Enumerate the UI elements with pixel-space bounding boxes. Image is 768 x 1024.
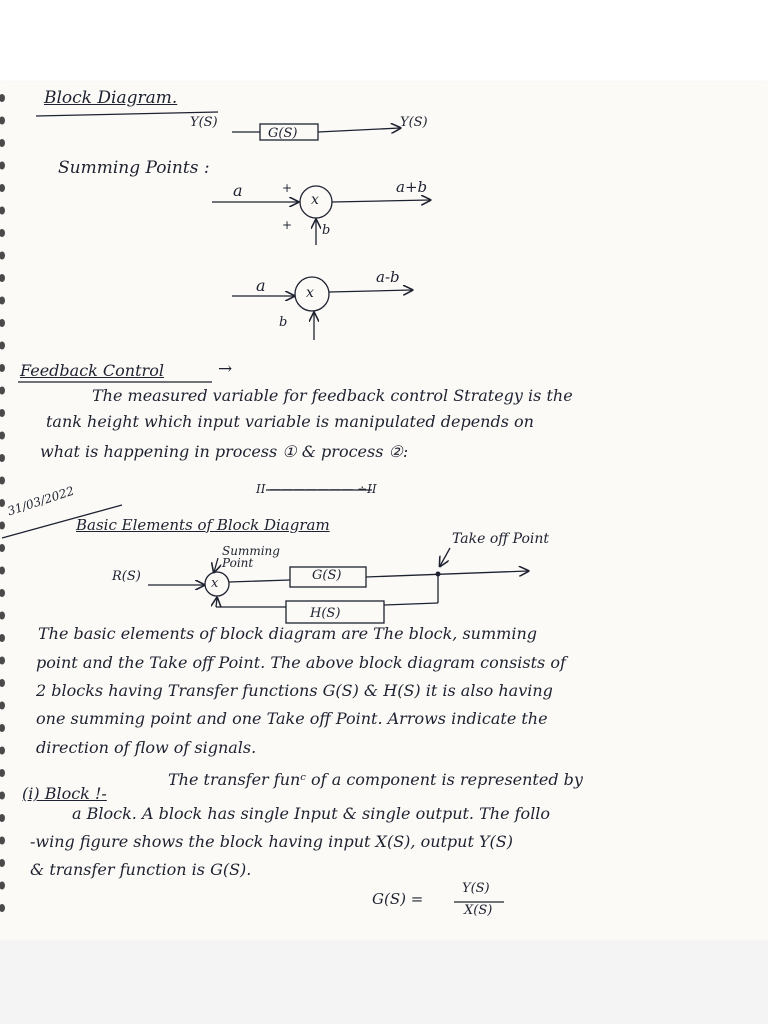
takeoff-label-pointer bbox=[440, 548, 450, 566]
basic-para-line-2: point and the Take off Point. The above block diagram consists of bbox=[36, 653, 566, 672]
diagram-feedback-up-arrow bbox=[216, 598, 217, 607]
sum2-input-b: b bbox=[279, 315, 288, 330]
forward-block-label: G(S) bbox=[312, 568, 342, 583]
block-output-label: Y(S) bbox=[400, 115, 428, 130]
top-block-output-arrow bbox=[318, 128, 400, 132]
feedback-line-3: what is happening in process ① & process ②: bbox=[40, 442, 409, 461]
block-para-line-4: & transfer function is G(S). bbox=[30, 860, 252, 879]
block-input-label: Y(S) bbox=[190, 115, 218, 130]
sum2-input-a: a bbox=[256, 276, 266, 295]
page-date: 31/03/2022 bbox=[5, 483, 76, 519]
title-underline bbox=[36, 112, 218, 116]
block-diagram-title: Block Diagram. bbox=[44, 88, 178, 108]
diagram-forward-block bbox=[290, 567, 366, 587]
diagram-input-label: R(S) bbox=[112, 569, 141, 584]
takeoff-point-dot bbox=[436, 572, 441, 577]
takeoff-point-label: Take off Point bbox=[452, 531, 550, 547]
summing-label-pointer bbox=[214, 558, 218, 572]
block-g-label: G(S) bbox=[268, 126, 298, 141]
sum2-output-label: a-b bbox=[376, 268, 400, 286]
basic-elements-title: Basic Elements of Block Diagram bbox=[76, 516, 330, 534]
feedback-line-1: The measured variable for feedback control Strategy is the bbox=[92, 386, 573, 405]
transfer-formula-lhs: G(S) = bbox=[372, 890, 424, 908]
basic-para-line-4: one summing point and one Take off Point. Arrows indicate the bbox=[36, 709, 548, 728]
date-divider bbox=[2, 505, 122, 538]
sum1-x-symbol: x bbox=[311, 192, 319, 208]
basic-para-line-5: direction of flow of signals. bbox=[36, 738, 257, 757]
sum1-sign-b: + bbox=[282, 218, 293, 232]
feedback-arrow: → bbox=[218, 359, 233, 379]
feedback-line-2: tank height which input variable is manipulated depends on bbox=[46, 412, 534, 431]
sum1-input-a: a bbox=[233, 181, 243, 200]
summing-points-title: Summing Points : bbox=[58, 158, 210, 178]
transfer-formula-denominator: X(S) bbox=[464, 903, 493, 918]
diagram-summing-circle bbox=[205, 572, 229, 596]
feedback-control-heading: Feedback Control bbox=[20, 361, 164, 380]
sum2-x-symbol: x bbox=[306, 285, 314, 301]
sum1-sign-a: + bbox=[282, 181, 293, 195]
feedback-block-label: H(S) bbox=[310, 606, 341, 621]
diagram-output-arrow bbox=[366, 571, 528, 577]
block-para-line-3: -wing figure shows the block having input X(S), output Y(S) bbox=[30, 832, 513, 851]
sum2-output-arrow bbox=[329, 290, 412, 292]
top-block-rect bbox=[260, 124, 318, 140]
sum2-circle bbox=[295, 277, 329, 311]
block-para-line-2: a Block. A block has single Input & single output. The follo bbox=[72, 804, 551, 823]
block-para-line-1: The transfer funᶜ of a component is represented by bbox=[168, 770, 583, 789]
sum1-input-b: b bbox=[322, 223, 331, 238]
diagram-x-symbol: x bbox=[211, 576, 219, 591]
sum1-output-arrow bbox=[332, 200, 430, 202]
basic-para-line-1: The basic elements of block diagram are The block, summing bbox=[38, 624, 537, 643]
transfer-formula-numerator: Y(S) bbox=[462, 881, 490, 896]
section-separator: II ——————— ∸II bbox=[256, 482, 377, 496]
diagram-feedback-right bbox=[384, 603, 438, 605]
diagram-feedback-block bbox=[286, 601, 384, 623]
basic-para-line-3: 2 blocks having Transfer functions G(S) & H(S) it is also having bbox=[36, 681, 553, 700]
summing-point-label: Summing Point bbox=[222, 544, 280, 570]
sum1-output-label: a+b bbox=[396, 178, 428, 196]
block-subheading: (i) Block !- bbox=[22, 784, 107, 803]
sum1-circle bbox=[300, 186, 332, 218]
diagram-forward-line bbox=[229, 580, 290, 582]
